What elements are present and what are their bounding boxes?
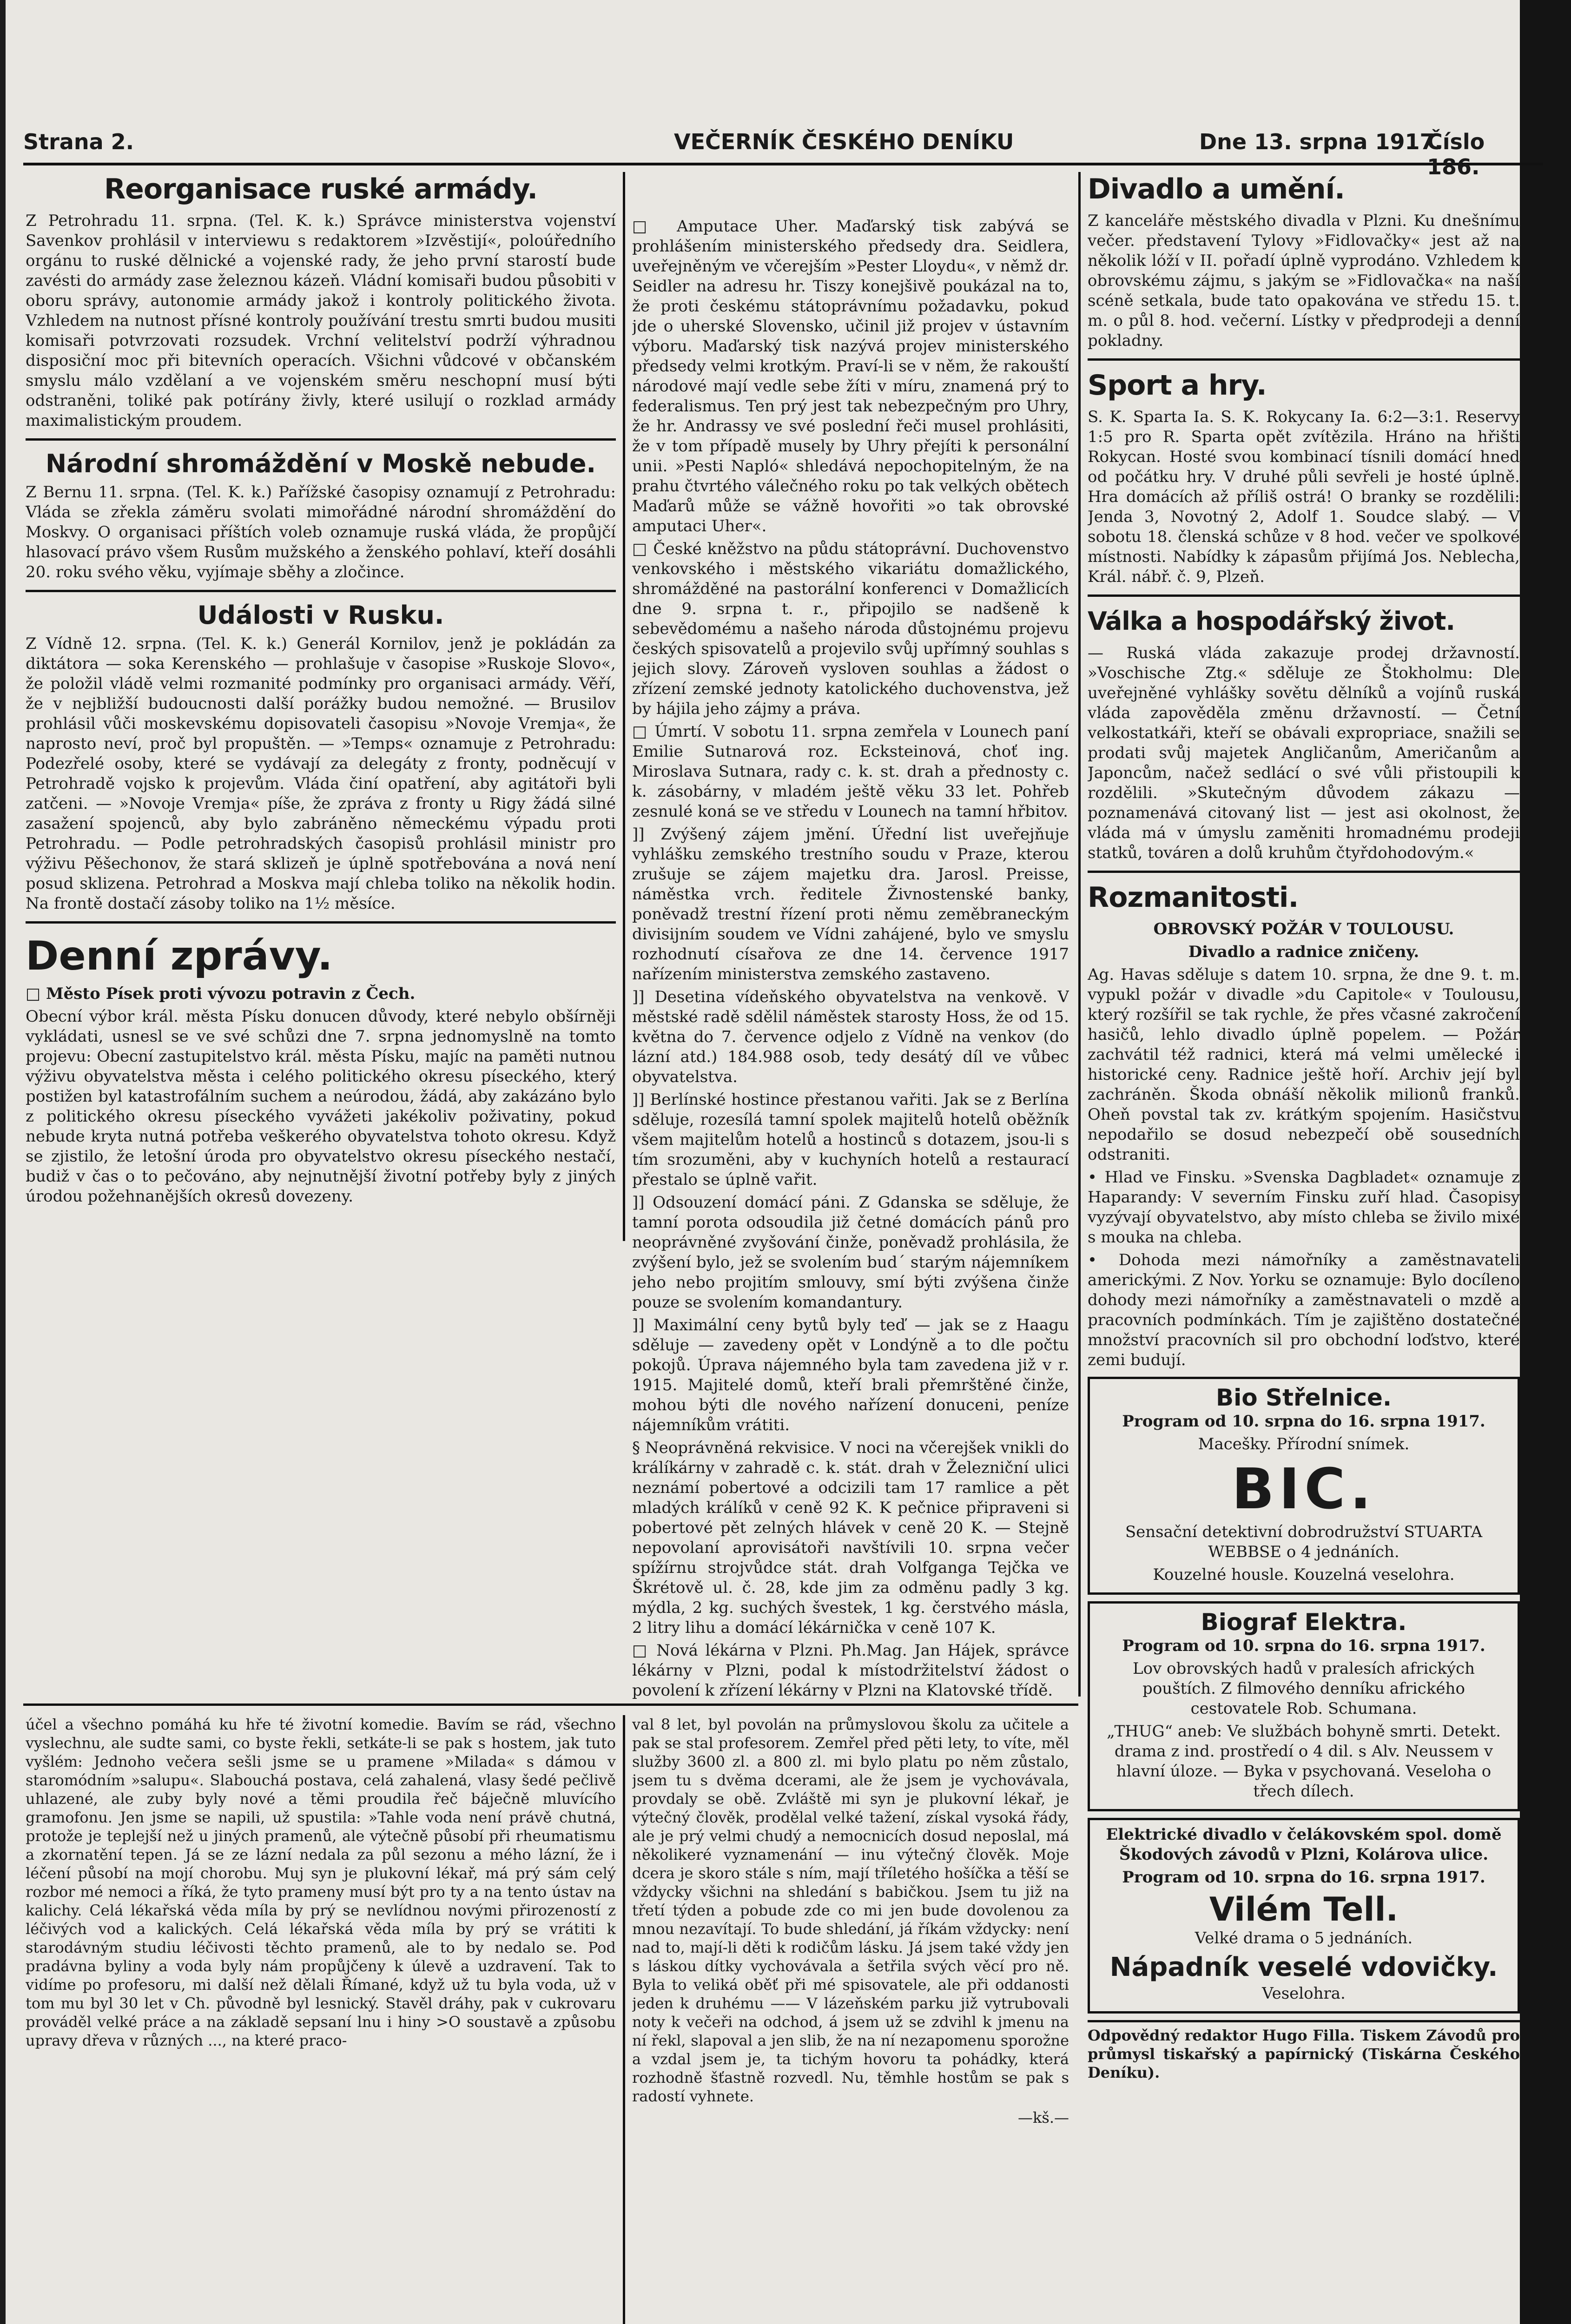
article-desetina: ]] Desetina vídeňského obyvatelstva na venkově. V městské radě sdělil náměstek starosty Hoss, že od 15. května do 7. července odjelo z Vídně na venkov (do lázní atd.) 184.988 osob, tedy desátý díl ve vůbec obyvatelstva. [632, 988, 1069, 1086]
issue-number: Číslo 186. [1427, 129, 1485, 179]
divider [1088, 358, 1520, 361]
article-berlinske: ]] Berlínské hostince přestanou vařiti. Jak se z Berlína sděluje, rozesílá tamní spolek majitelů hotelů oběžník všem majitelům hotelů a hostinců s dotazem, jsou-li s tím srozuměni, aby v kuchyních hotelů a restaurací přestalo se úplně vařit. [632, 1090, 1069, 1189]
issue-date: Dne 13. srpna 1917. [1199, 129, 1443, 154]
headline-divadlo: Divadlo a umění. [1088, 173, 1345, 205]
column-2 [632, 186, 1069, 1701]
column-rule [623, 172, 625, 1241]
article-umrti: □ Úmrtí. V sobotu 11. srpna zemřela v Lounech paní Emilie Sutnarová roz. Ecksteinová, choť ing. Miroslava Sutnara, rady c. k. st. drah a přednosty c. k. zásobárny, v mladém ještě věku 33 let. Pohřeb zesnulé koná se ve středu v Lounech na tamní hřbitov. [632, 722, 1069, 821]
article-narodni: Z Bernu 11. srpna. (Tel. K. k.) Pařížské časopisy oznamují z Petrohradu: Vláda se zřekla záměru svolati mimořádné národní shromáždění do Moskvy. O organisaci příštích voleb oznamuje ruská vláda, že propůjčí hlasovací právo všem Rusům mužského a ženského pohlaví, kteří dosáhli 20. roku svého věku, vyjímaje sběhy a zločince. [26, 483, 616, 581]
headline-rozmanitosti: Rozmanitosti. [1088, 881, 1299, 914]
article-amputace: □ Amputace Uher. Maďarský tisk zabývá se prohlášením ministerského předsedy dra. Seidlera, uveřejněným ve včerejším »Pester Lloydu«, v němž dr. Seidler na adresu hr. Tiszy konejšivě poukázal na to, že proti českému státoprávnímu požadavku, pokud jde o uherské Slovensko, učinil již projev v ústavním výboru. Maďarský tisk nazývá projev ministerského předsedy velmi krotkým. Praví-li se v něm, že rakouští národové mají vedle sebe žíti v míru, znamená prý to federalismus. Ten prý jest tak nebezpečným pro Uhry, že hr. Andrassy ve své poslední řeči musel prohlásiti, že v tom případě musely by Uhry přejíti k personální unii. »Pesti Napló« shledává nepochopitelným, že na prahu čtvrtého válečného roku po tak velkých obětech Maďarů může se vážně hovořiti »o tak obrovské amputaci Uher«. [632, 217, 1069, 535]
feuilleton-text-2: val 8 let, byl povolán na průmyslovou školu za učitele a pak se stal profesorem. Zemřel před pěti lety, to víte, měl služby 3600 zl. a 800 zl. mi bylo platu po něm zůstalo, jsem tu s dvěma dcerami, ale že jsem je vychovávala, provdaly se obě. Zvláště mi syn je plukovní lékař, je výtečný člověk, prodělal velké tažení, získal vysoká řády, ale je prý velmi chudý a nemocnicích dosud neposlal, má několikeré vyznamenání — inu výtečný člověk. Moje dcera je skoro stále s ním, mají tříletého hošíčka a těší se vždycky všichni na shledání s babičkou. Jsem tu již na třetí týden a pobude zde co mi jen bude dovolenou za mnou nezavítají. To bude shledání, já říkám vždycky: není nad to, mají-li děti k rodičům lásku. Já jsem také vždy jen s láskou dítky vychovávala a šetřila svých věcí pro ně. Byla to veliká oběť při mé spisovatele, ale při oddanosti jeden k druhému —— V lázeňském parku již vytrubovali noty k večeři na odchod, á jsem už se zdvihl k jmenu na ní řekl, slapoval a jen slib, že na ní nezapomenu sporožne a vzdal jsem je, ta tichým hovoru ta pohádky, která rozhodně šťastně rozvedl. Nu, těmhle hostům se pak s radostí vyhnete. [632, 1716, 1069, 2105]
divider [26, 590, 616, 592]
scan-border [1520, 0, 1571, 2324]
feuilleton-column-2 [632, 1715, 1069, 2324]
ad-elektra [1088, 1601, 1520, 1811]
headline-narodni: Národní shromáždění v Moskě nebude. [45, 449, 596, 478]
column-1 [26, 172, 616, 1701]
divider [26, 921, 616, 924]
blank-space [632, 186, 1069, 214]
article-pisek-title: □ Město Písek proti vývozu potravin z Čech. [26, 984, 416, 1003]
article-zvyseny: ]] Zvýšený zájem jmění. Úřední list uveřejňuje vyhlášku zemského trestního soudu v Praze, kterou zrušuje se zájem majetku dra. Jarosl. Preisse, náměstka vrch. ředitele Živnostenské banky, poněvadž trestní řízení proti němu zeměbraneckým divisijním soudem ve Vídni zahájené, bylo ve smyslu rozhodnutí císařova ze dne 14. července 1917 nařízením ministerstva zemského zastaveno. [632, 825, 1069, 984]
ad-bio-line3: Kouzelné housle. Kouzelná veselohra. [1153, 1565, 1455, 1584]
article-reorganisace: Z Petrohradu 11. srpna. (Tel. K. k.) Správce ministerstva vojenství Savenkov prohlásil v interviewu s redaktorem »Izvěstijí«, poloúředního orgánu to ruské dělnické a vojenské rady, že jeho první starostí bude zavésti do armády zase železnou kázeň. Vládní komisaři budou působiti v oboru správy, autonomie armády jakož i kontroly politického života. Vzhledem na nutnost přísné kontroly používání trestu smrti budou musiti komisaři potvrzovati rozsudek. Vrchní velitelství podrží výhradnou disposiční moc při bitevních operacích. Všichni vůdcové v občanském smyslu málo vzdělaní a ve vojenském směru neschopní musí býti odstraněni, toliké pak potírány živly, které usilují o rozklad armády maximalistickým proudem. [26, 211, 616, 430]
article-knezstvo: □ České kněžstvo na půdu státoprávní. Duchovenstvo venkovského i městského vikariátu domažlického, shromážděné na pastorální konferenci v Domažlicích dne 9. srpna t. r., připojilo se nadšeně k sebevědomému a našeho národa důstojnému projevu českých spisovatelů a projevilo svůj upřímný souhlas s jejich slovy. Zároveň vysloven souhlas a žádost o zřízení zemské jednoty katolického duchovenstva, jež by hájila jeho zájmy a práva. [632, 540, 1069, 718]
article-hlad: • Hlad ve Finsku. »Svenska Dagbladet« oznamuje z Haparandy: V severním Finsku zuří hlad. Časopisy vyzývají obyvatelstvo, aby místo chleba se živilo mixé s mouka na chleba. [1088, 1168, 1520, 1247]
ad-skoda-line1: Velké drama o 5 jednáních. [1195, 1929, 1413, 1948]
ad-skoda-program: Program od 10. srpna do 16. srpna 1917. [1122, 1868, 1485, 1887]
section-rule [23, 1703, 1078, 1706]
headline-valka: Válka a hospodářský život. [1088, 607, 1455, 636]
divider [1088, 871, 1520, 873]
ad-bio-title: Bio Střelnice. [1216, 1384, 1392, 1411]
ad-bio-strelnice [1088, 1377, 1520, 1595]
ad-skoda [1088, 1818, 1520, 2014]
headline-udalosti: Události v Rusku. [197, 601, 444, 630]
article-udalosti: Z Vídně 12. srpna. (Tel. K. k.) Generál Kornilov, jenž je pokládán za diktátora — soka Kerenského — prohlašuje v časopise »Ruskoje Slovo«, že položil vládě velmi rozmanité podmínky pro organisaci armády. Věří, že v nejbližší budoucnosti další porážky budou nemožné. — Brusilov prohlásil vůči moskevskému dopisovateli časopisu »Novoje Vremja«, že naprosto neví, proč byl propuštěn. — »Temps« oznamuje z Petrohradu: Podezřelé osoby, které se vydávají za delegáty z fronty, podněcují v Petrohradě vojsko k projevům. Vláda činí opatření, aby agitátoři byli zatčeni. — »Novoje Vremja« píše, že zpráva z fronty u Rigy žádá silné zasažení spojenců, aby bylo zabráněno německému výpadu proti Petrohradu. — Podle petrohradských časopisů prohlásil ministr pro výživu Pěšechonov, že stará sklizeň je úplně spotřebována a nová není posud sklizena. Petrohrad a Moskva mají chleba toliko na několik hodin. Na frontě dostačí zásoby toliko na 1½ měsíce. [26, 634, 616, 913]
ad-skoda-title: Elektrické divadlo v čelákovském spol. domě Škodových závodů v Plzni, Kolárova ulice. [1106, 1825, 1502, 1864]
feuilleton-text-1: účel a všechno pomáhá ku hře té životní komedie. Bavím se rád, všechno vyslechnu, ale sudte sami, co byste řekli, setkáte-li se pak s hostem, jak tuto vyšlém: Jednoho večera sešli jsme se u pramene »Milada« s dámou v staromódním »salupu«. Slabouchá postava, celá zahalená, vlasy šedé pečlivě uhlazené, ale zuby byly nové a těmi proudila řeč báječně mluvícího gramofonu. Jen jsme se napili, už spustila: »Tahle voda není právě chutná, protože je teplejší než u jiných pramenů, ale výtečně působí při rheumatismu a zkornatění tepen. Já se ze lázní nedala za půl sezonu a mého lázní, že i léčení působí na mojí chorobu. Muj syn je plukovní lékař, má prý sám celý rozbor mé nemoci a říká, že tyto prameny musí být pro ty a na tento ústav na kalichy. Celá lékařská věda míla by prý se nevlídnou novými přirozeností z léčivých vod a kalických. Celá lékařská věda míla by prý se vrátiti k starodávným studiu léčivosti těchto pramenů, ale to by nedalo se. Pod pradávna byliny a voda byly nám propůjčeny k úlevě a uzdravení. Tak to vidíme po profesoru, mi další než dělali Římané, když už tu byla voda, už v tom mu byl 30 let v Ch. původně byl lesnický. Stavěl dráhy, pak v cukrovaru prováděl velké práce a na základě sepsaní lnu i hiny >O soustavě a způsobu upravy dřeva v různých ..., na které praco- [26, 1716, 616, 2049]
ad-bio-line2: Sensační detektivní dobrodružství STUARTA WEBBSE o 4 jednáních. [1125, 1523, 1483, 1561]
article-dohoda: • Dohoda mezi námořníky a zaměstnavateli americkými. Z Nov. Yorku se oznamuje: Bylo docíleno dohody mezi námořníky a zaměstnavateli o mzdě a pracovních podmínkách. Tím je zajištěno dostatečné množství pracovních sil pro obchodní loďstvo, které zemi budují. [1088, 1251, 1520, 1369]
divider [1088, 594, 1520, 597]
imprint: Odpovědný redaktor Hugo Filla. Tiskem Závodů pro průmysl tiskařský a papírnický (Tiskárna Českého Deníku). [1088, 2020, 1520, 2082]
article-pozar: Ag. Havas sděluje s datem 10. srpna, že dne 9. t. m. vypukl požár v divadle »du Capitole« v Toulousu, který rozšířil se tak rychle, že přes včasné zakročení hasičů, lehlo divadlo úplně popelem. — Požár zachvátil též radnici, která má velmi umělecké i historické ceny. Radnice ještě hoří. Archiv její byl zachráněn. Škoda obnáší několik milionů franků. Oheň povstal tak zv. krátkým spojením. Hasičstvu nepodařilo se dosud nebezpečí obě sousedních odstraniti. [1088, 965, 1520, 1164]
pozar-title: OBROVSKÝ POŽÁR V TOULOUSU. [1153, 920, 1454, 938]
ad-elektra-line2: „THUG“ aneb: Ve službách bohyně smrti. Detekt. drama z ind. prostředí o 4 dil. s Alv. Neussem v hlavní úloze. — Byka v psychovaná. Veseloha o třech dílech. [1107, 1722, 1501, 1801]
divider [26, 438, 616, 441]
ad-bio-big: BIC. [1232, 1457, 1376, 1522]
article-rekvisice: § Neoprávněná rekvisice. V noci na včerejšek vnikli do králíkárny v zahradě c. k. stát. drah v Železniční ulici neznámí pobertové a odcizili tam 17 ramlice a pět mladých králíků v ceně 92 K. K pečnice připraveni si pobertové pět zelných hlávek v ceně 20 K. — Stejně nepovolaní aprovisátoři navštívili 10. srpna večer spížírnu strojvůdce stát. drah Volfganga Tejčka ve Škrétově ul. č. 28, kde jim za odměnu padly 3 kg. mýdla, 2 kg. suchých švestek, 1 kg. čerstvého másla, 2 litry lihu a domácí lékárnička v ceně 107 K. [632, 1439, 1069, 1637]
page-header [23, 116, 1543, 179]
ad-skoda-big2: Nápadník veselé vdovičky. [1109, 1952, 1498, 1982]
pozar-subtitle: Divadlo a radnice zničeny. [1188, 943, 1419, 961]
article-lekarna: □ Nová lékárna v Plzni. Ph.Mag. Jan Hájek, správce lékárny v Plzni, podal k místodržitelství žádost o povolení k zřízení lékárny v Plzni na Klatovské třídě. [632, 1641, 1069, 1700]
masthead: VEČERNÍK ČESKÉHO DENÍKU [674, 129, 1014, 154]
ad-elektra-program: Program od 10. srpna do 16. srpna 1917. [1122, 1637, 1485, 1655]
column-rule [1078, 172, 1081, 1697]
headline-reorganisace: Reorganisace ruské armády. [104, 173, 538, 205]
ad-elektra-line1: Lov obrovských hadů v pralesích afrických pouštích. Z filmového denníku afrického cestovatele Rob. Schumana. [1132, 1659, 1475, 1718]
article-maximalni: ]] Maximální ceny bytů byly teď — jak se z Haagu sděluje — zavedeny opět v Londýně a to dle počtu pokojů. Úprava nájemného byla tam zavedena již v r. 1915. Majitelé domů, kteří brali přemrštěné činže, mohou býti dle nového nařízení donuceni, peníze nájemníkům vrátiti. [632, 1316, 1069, 1434]
ad-bio-program: Program od 10. srpna do 16. srpna 1917. [1122, 1412, 1485, 1431]
article-divadlo: Z kanceláře městského divadla v Plzni. Ku dnešnímu večer. představení Tylovy »Fidlovačky« jest až na několik lóží v II. pořadí úplně vyprodáno. Vzhledem k obrovskému zájmu, s jakým se »Fidlovačka« na naší scéně setkala, bude tato opakována ve středu 15. t. m. o půl 8. hod. večerní. Lístky v předprodeji a denní pokladny. [1088, 211, 1520, 350]
article-pisek: Obecní výbor král. města Písku donucen důvody, které nebylo obšírněji vykládati, usnesl se ve své schůzi dne 7. srpna jednomyslně na tomto projevu: Obecní zastupitelstvo král. města Písku, majíc na paměti nutnou výživu obyvatelstva města i celého politického okresu píseckého, který postižen byl katastrofálním suchem a neúrodou, žádá, aby zakázáno bylo z politického okresu píseckého vyvážeti jakékoliv poživatiny, pokud nebude kryta nutná potřeba veškerého obyvatelstva tohoto okresu. Když se zjistilo, že letošní úroda pro obyvatelstvo okresu píseckého nestačí, budiž v čas o to pečováno, aby nejnutnější životní potřeby byly z jiných úrodou požehnanějších okresů dovezeny. [26, 1007, 616, 1206]
ad-elektra-title: Biograf Elektra. [1201, 1609, 1407, 1636]
column-3 [1088, 172, 1520, 2324]
page-number: Strana 2. [23, 129, 134, 154]
headline-sport: Sport a hry. [1088, 369, 1267, 402]
ad-skoda-big: Vilém Tell. [1209, 1890, 1399, 1928]
article-odsouzeni: ]] Odsouzení domácí páni. Z Gdanska se sděluje, že tamní porota odsoudila již četné domácích pánů pro neoprávněné zvyšování činže, poněvadž prohlásila, že zvýšení bylo, jež se svolením bud´ starým nájemníkem jeho nebo projitím smlouvy, smí býti zvýšena činže pouze se svolením komandantury. [632, 1193, 1069, 1312]
ad-bio-line1: Macešky. Přírodní snímek. [1198, 1435, 1410, 1453]
headline-denni-zpravy: Denní zprávy. [26, 933, 333, 979]
feuilleton-column-1 [26, 1715, 616, 2324]
column-rule [623, 1715, 625, 2324]
article-sport: S. K. Sparta Ia. S. K. Rokycany Ia. 6:2—3:1. Reservy 1:5 pro R. Sparta opět zvítězila. Hráno na hřišti Rokycan. Hosté svou kombinací tísnili domácí hned od počátku hry. V druhé půli sevřeli je hosté úplně. Hra domácích až příliš ostrá! O branky se rozdělili: Jenda 3, Novotný 2, Adolf 1. Soudce slabý. — V sobotu 18. členská schůze v 8 hod. večer ve spolkové místnosti. Nabídky k zápasům přijímá Jos. Neblecha, Král. nábř. č. 9, Plzeň. [1088, 408, 1520, 586]
article-valka: — Ruská vláda zakazuje prodej državností. »Voschische Ztg.« sděluje ze Štokholmu: Dle uveřejněné vyhlášky sovětu dělníků a vojínů ruská vláda zapověděla změnu državností. — Četní velkostatkáři, kteří se obávali expropriace, snažili se prodati svůj majetek Angličanům, Američanům a Japoncům, načež sedlácí o své vůli přistoupili k rozdělili. »Skutečným důvodem zákazu — poznamenává citovaný list — jest asi okolnost, že vláda má v úmyslu zaměniti hromadnému prodeji statků, továren a dolů kruhům čtyřdohodovým.« [1088, 644, 1520, 862]
ad-skoda-line2: Veselohra. [1262, 1984, 1346, 2003]
feuilleton-signature: —kš.— [1018, 2109, 1069, 2126]
